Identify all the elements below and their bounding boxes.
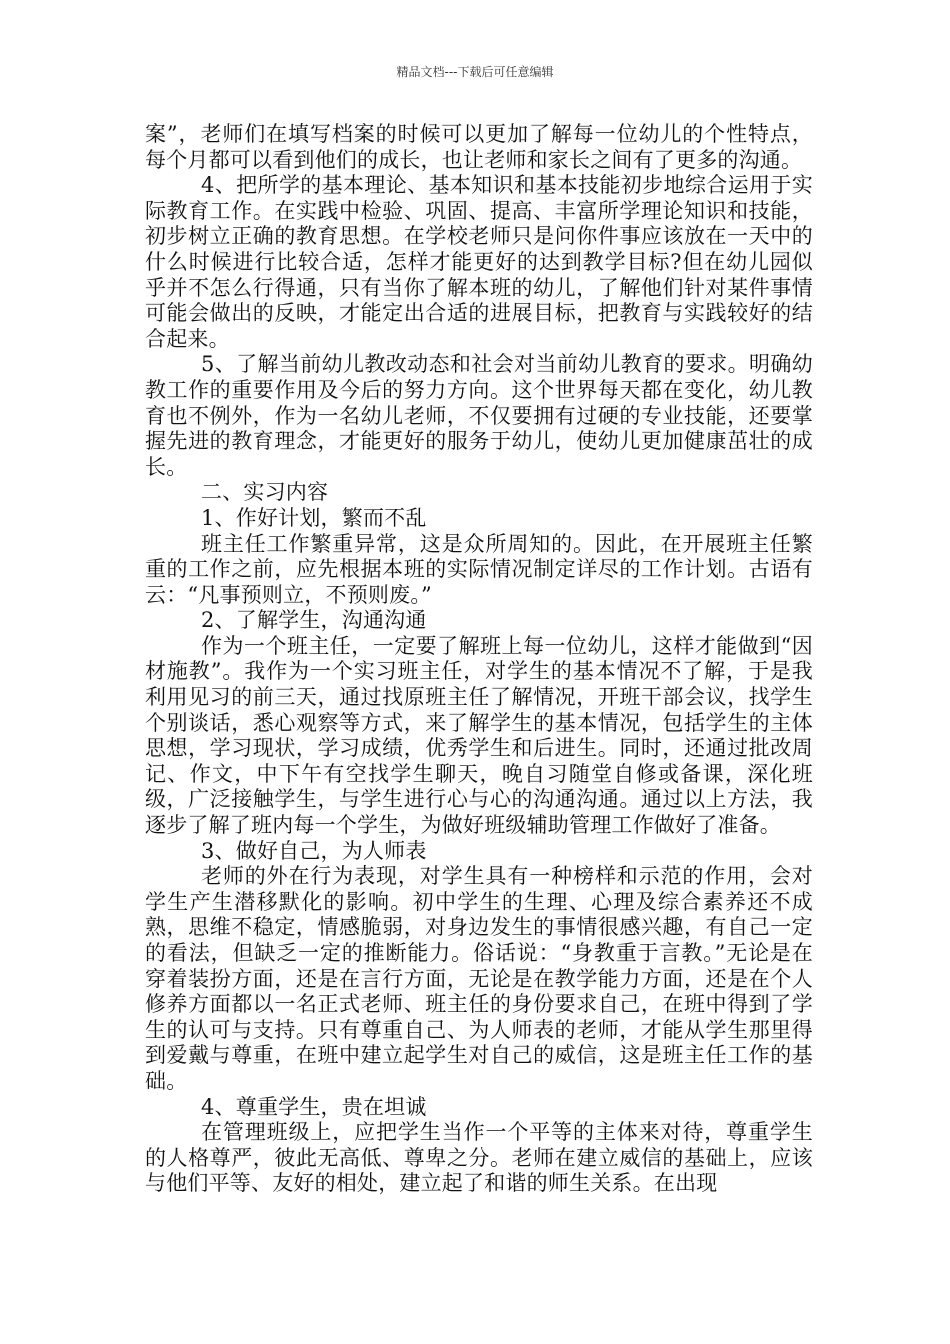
page-header: 精品文档---下载后可任意编辑 — [396, 65, 554, 79]
paragraph: 5、了解当前幼儿教改动态和社会对当前幼儿教育的要求。明确幼教工作的重要作用及今后的努力方向。这个世界每天都在变化，幼儿教育也不例外，作为一名幼儿老师，不仅要拥有过硬的专业技能，还要掌握先进的教育理念，才能更好的服务于幼儿，使幼儿更加健康茁壮的成长。 — [145, 352, 813, 479]
paragraph: 在管理班级上，应把学生当作一个平等的主体来对待，尊重学生的人格尊严，彼此无高低、尊卑之分。老师在建立威信的基础上，应该与他们平等、友好的相处，建立起了和谐的师生关系。在出现 — [145, 1120, 813, 1196]
subsection-heading: 3、做好自己，为人师表 — [201, 838, 427, 863]
paragraph: 老师的外在行为表现，对学生具有一种榜样和示范的作用，会对学生产生潜移默化的影响。初中学生的生理、心理及综合素养还不成熟，思维不稳定，情感脆弱，对身边发生的事情很感兴趣，有自己一定的看法，但缺乏一定的推断能力。俗话说：“身教重于言教。”无论是在穿着装扮方面，还是在言行方面，无论是在教学能力方面，还是在个人修养方面都以一名正式老师、班主任的身份要求自己，在班中得到了学生的认可与支持。只有尊重自己、为人师表的老师，才能从学生那里得到爱戴与尊重，在班中建立起学生对自己的威信，这是班主任工作的基础。 — [145, 864, 813, 1093]
subsection-heading: 1、作好计划，繁而不乱 — [201, 505, 427, 530]
section-heading: 二、实习内容 — [201, 480, 329, 505]
subsection-heading: 2、了解学生，沟通沟通 — [201, 608, 427, 633]
subsection-heading: 4、尊重学生，贵在坦诚 — [201, 1094, 427, 1119]
paragraph: 4、把所学的基本理论、基本知识和基本技能初步地综合运用于实际教育工作。在实践中检验、巩固、提高、丰富所学理论知识和技能，初步树立正确的教育思想。在学校老师只是问你件事应该放在一天中的什么时候进行比较合适，怎样才能更好的达到教学目标?但在幼儿园似乎并不怎么行得通，只有当你了解本班的幼儿，了解他们针对某件事情可能会做出的反映，才能定出合适的进展目标，把教育与实践较好的结合起来。 — [145, 173, 813, 351]
document-body — [145, 122, 813, 1197]
paragraph: 作为一个班主任，一定要了解班上每一位幼儿，这样才能做到“因材施教”。我作为一个实习班主任，对学生的基本情况不了解，于是我利用见习的前三天，通过找原班主任了解情况，开班干部会议，找学生个别谈话，悉心观察等方式，来了解学生的基本情况，包括学生的主体思想，学习现状，学习成绩，优秀学生和后进生。同时，还通过批改周记、作文，中下午有空找学生聊天，晚自习随堂自修或备课，深化班级，广泛接触学生，与学生进行心与心的沟通沟通。通过以上方法，我逐步了解了班内每一个学生，为做好班级辅助管理工作做好了准备。 — [145, 633, 813, 838]
paragraph: 班主任工作繁重异常，这是众所周知的。因此，在开展班主任繁重的工作之前，应先根据本班的实际情况制定详尽的工作计划。古语有云：“凡事预则立，不预则废。” — [145, 531, 813, 607]
paragraph: 案”，老师们在填写档案的时候可以更加了解每一位幼儿的个性特点，每个月都可以看到他们的成长，也让老师和家长之间有了更多的沟通。 — [145, 122, 813, 172]
